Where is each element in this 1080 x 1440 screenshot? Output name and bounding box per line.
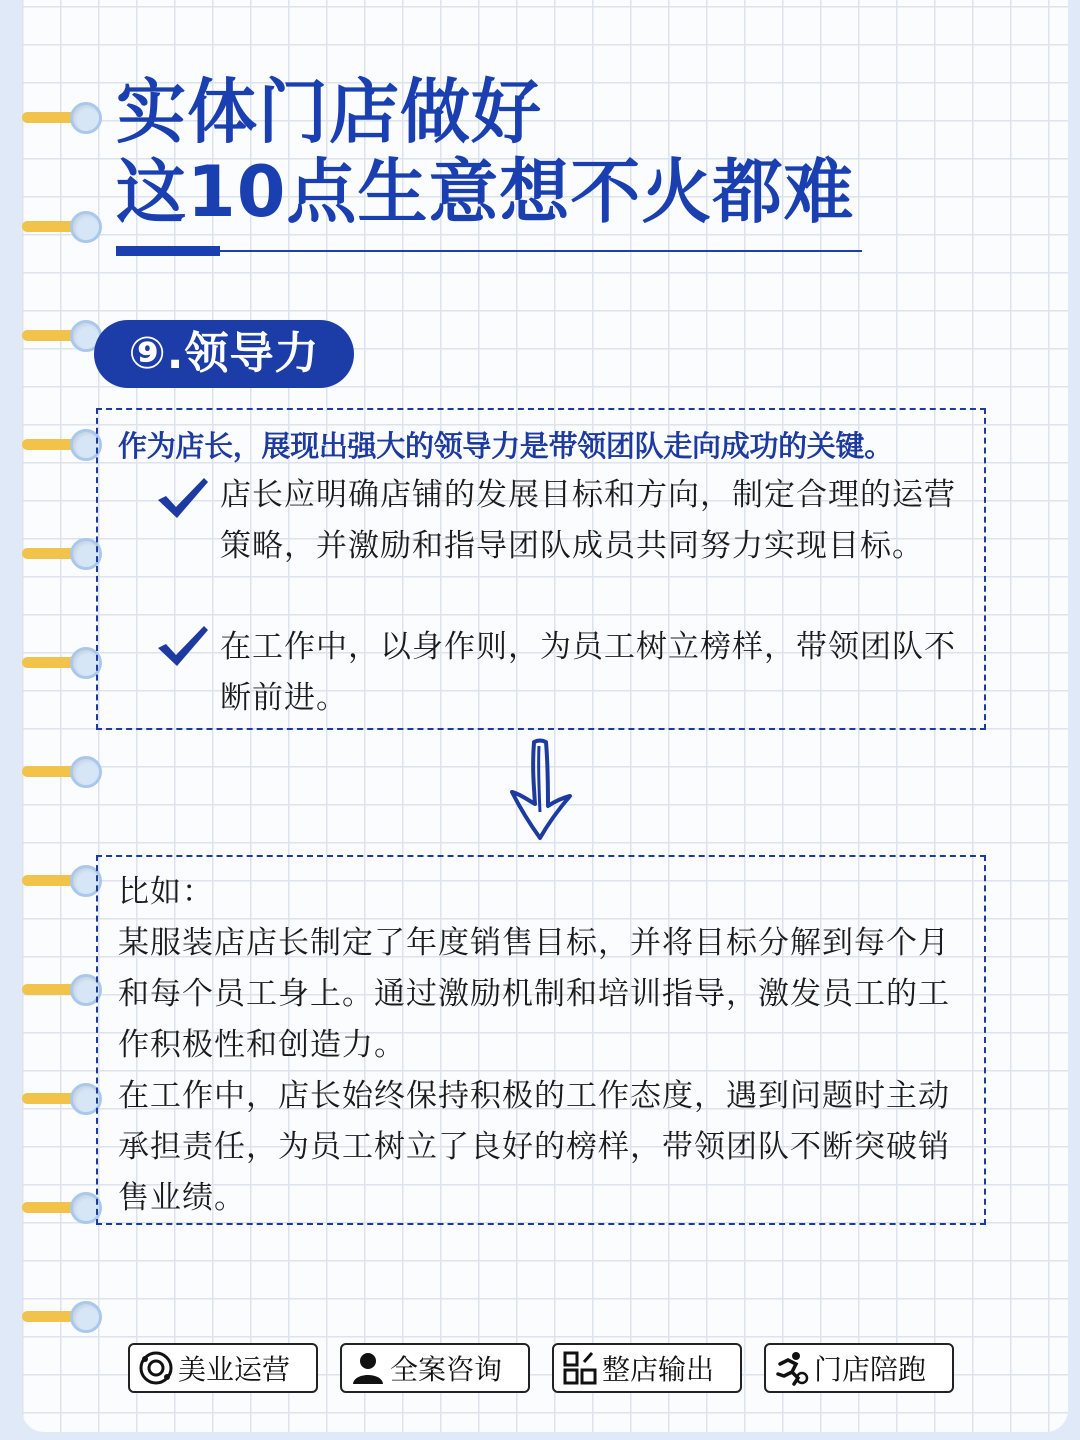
title-underline-accent (116, 246, 220, 256)
page-title (116, 72, 876, 232)
binder-ring (22, 320, 104, 350)
section-badge: ⑨.领导力 (94, 320, 354, 388)
arrow-down-icon (508, 738, 574, 842)
tag-label: 美业运营 (178, 1353, 291, 1386)
service-tags (0, 1343, 1080, 1395)
example-text (118, 867, 968, 1224)
example-paragraph: 在工作中，店长始终保持积极的工作态度，遇到问题时主动承担责任，为员工树立了良好的榜样，带领团队不断突破销售业绩。 (118, 1078, 950, 1216)
binder-ring (22, 211, 104, 241)
tag-full-consulting[interactable] (340, 1343, 530, 1393)
checkmark-icon (156, 476, 210, 520)
tag-beauty-operation[interactable] (128, 1343, 318, 1393)
leadership-point: 店长应明确店铺的发展目标和方向，制定合理的运营策略，并激励和指导团队成员共同努力实现目标。 (220, 477, 956, 564)
binder-ring (22, 974, 104, 1004)
title-line-2: 这10点生意想不火都难 (116, 151, 855, 233)
binder-ring (22, 1301, 104, 1331)
binder-ring (22, 865, 104, 895)
binder-ring (22, 647, 104, 677)
binder-ring (22, 429, 104, 459)
binder-ring (22, 1192, 104, 1222)
person-icon (350, 1350, 386, 1386)
leadership-lead: 作为店长，展现出强大的领导力是带领团队走向成功的关键。 (118, 429, 893, 463)
example-paragraph: 某服装店店长制定了年度销售目标，并将目标分解到每个月和每个员工身上。通过激励机制和培训指导，激发员工的工作积极性和创造力。 (118, 925, 950, 1063)
tag-label: 全案咨询 (390, 1353, 503, 1386)
tag-store-output[interactable] (552, 1343, 742, 1393)
tag-label: 门店陪跑 (814, 1353, 927, 1386)
binder-ring (22, 102, 104, 132)
leadership-box (96, 408, 986, 730)
binder-ring (22, 756, 104, 786)
title-line-1: 实体门店做好 (116, 71, 542, 153)
grid-icon (562, 1350, 598, 1386)
tag-label: 整店输出 (602, 1353, 715, 1386)
checkmark-icon (156, 624, 210, 668)
example-box (96, 855, 986, 1225)
example-heading: 比如： (118, 874, 214, 910)
face-network-icon (138, 1350, 174, 1386)
binder-ring (22, 1083, 104, 1113)
tag-store-coaching[interactable] (764, 1343, 954, 1393)
binder-ring (22, 538, 104, 568)
leadership-point: 在工作中，以身作则，为员工树立榜样，带领团队不断前进。 (220, 629, 956, 716)
title-underline (116, 250, 862, 252)
runner-icon (774, 1350, 810, 1386)
